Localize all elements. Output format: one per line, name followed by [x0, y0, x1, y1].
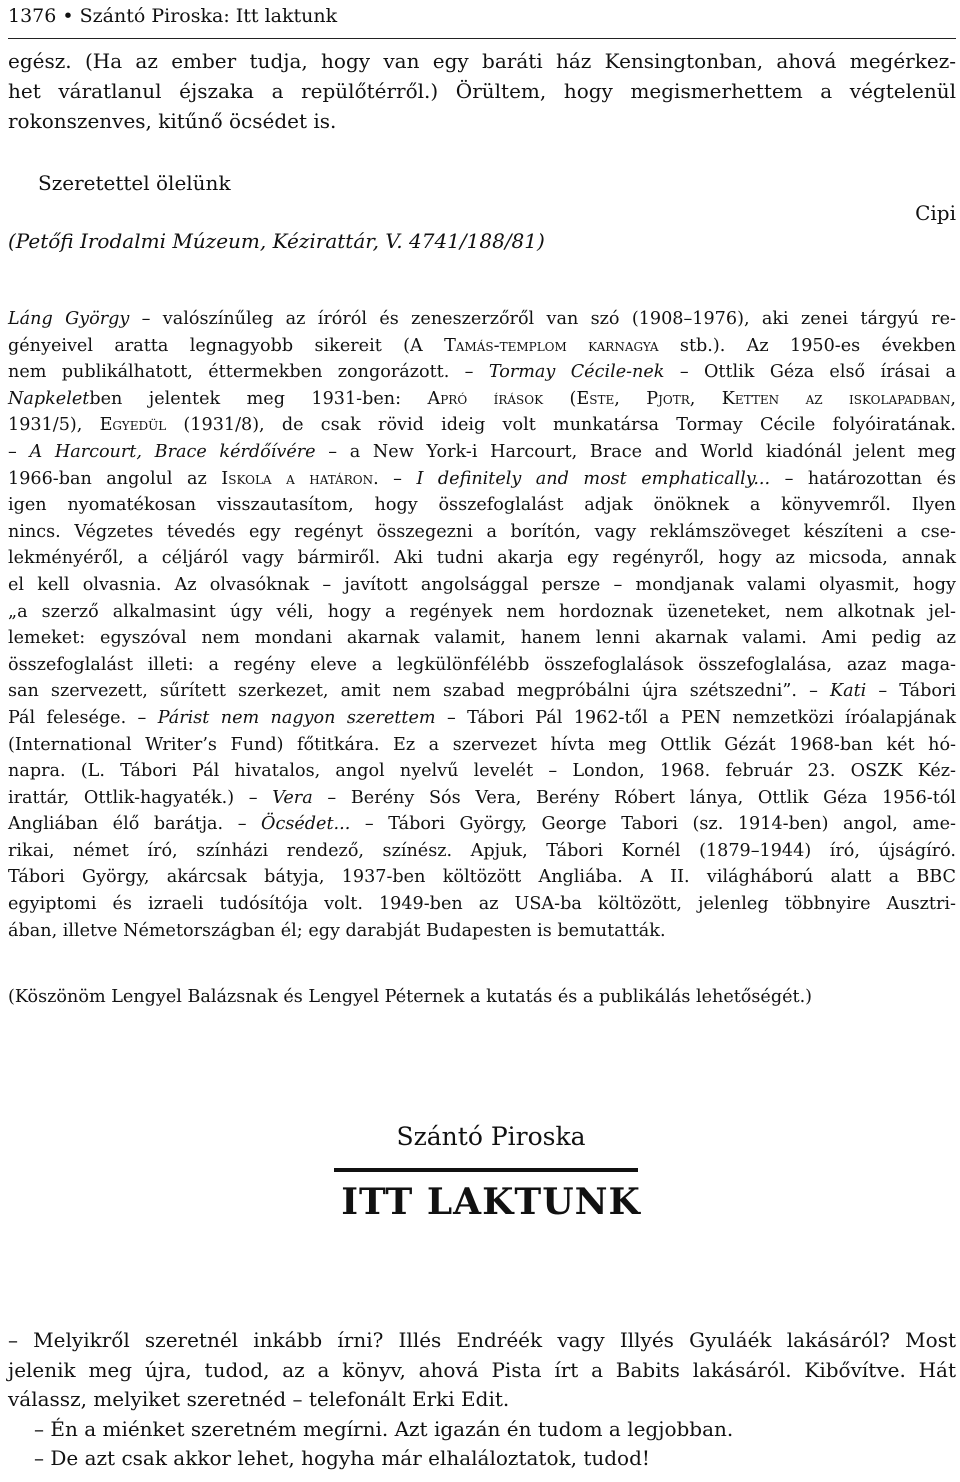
editorial-notes	[8, 306, 956, 944]
note-text: stb.). Az 1950-es években	[658, 335, 956, 356]
letter-body	[8, 46, 956, 136]
letter-line: rokonszenves, kitűnő öcsédet is.	[8, 109, 337, 133]
note-text: (	[543, 388, 577, 409]
note-line	[8, 306, 956, 333]
story-line: – De azt csak akkor lehet, hogyha már elhaláloztatok, tudod!	[34, 1446, 650, 1470]
note-line	[8, 333, 956, 360]
letter-signature: Cipi	[915, 201, 956, 225]
note-term: I definitely and most emphatically...	[416, 468, 771, 489]
note-text: ,	[950, 388, 956, 409]
note-text: nem publikálhatott, éttermekben zongorázott. –	[8, 362, 489, 383]
note-text: – Berény Sós Vera, Berény Róbert lánya, Ottlik Géza 1956-tól	[312, 787, 957, 808]
note-line	[8, 386, 956, 413]
letter-line: het váratlanul éjszaka a repülőtérről.) Örültem, hogy megismerhettem a végtelenül	[8, 79, 956, 103]
note-title: Iskola a határon	[221, 468, 374, 489]
note-line: igen nyomatékosan visszautasítom, hogy összefoglalást adjak önöknek a könyvemről. Ilyen	[8, 495, 956, 516]
note-line	[8, 466, 956, 493]
note-title: Apró írások	[427, 388, 544, 409]
note-line	[8, 439, 956, 466]
story-line: – Én a miénket szeretném megírni. Azt igazán én tudom a legjobban.	[34, 1416, 734, 1441]
note-term: Kati	[829, 681, 867, 702]
story-line: válassz, melyiket szeretnéd – telefonált Erki Edit.	[8, 1387, 510, 1411]
note-term: Láng György	[8, 309, 130, 329]
note-line: egyiptomi és izraeli tudósítója volt. 1949-ben az USA-ba költözött, jelenleg többnyire Ausztri-	[8, 894, 956, 915]
story-line: – Melyikről szeretnél inkább írni? Illés Endréék vagy Illyés Gyuláék lakásáról? Most	[8, 1328, 956, 1352]
note-term: A Harcourt, Brace kérdőívére	[29, 441, 316, 462]
note-text: – Tábori Pál 1962-től a PEN nemzetközi íróalapjának	[435, 707, 956, 728]
note-line: rikai, német író, színházi rendező, színész. Apjuk, Tábori Kornél (1879–1944) író, újságíró.	[8, 840, 956, 861]
note-line: el kell olvasnia. Az olvasóknak – javított angolsággal persze – mondjanak valami olyasmit, hogy	[8, 574, 956, 595]
note-text: – Tábori György, George Tabori (sz. 1914-ben) angol, ame-	[350, 814, 956, 835]
title-rule	[334, 1168, 638, 1172]
note-text: – a New York-i Harcourt, Brace and World kiadónál jelent meg	[315, 441, 956, 462]
note-line: „a szerző alkalmasint úgy véli, hogy a regények nem hordoznak üzeneteket, nem alkotnak jel-	[8, 601, 956, 622]
note-line	[8, 412, 956, 439]
story-body	[8, 1326, 956, 1474]
running-head: 1376 • Szántó Piroska: Itt laktunk	[8, 5, 338, 27]
note-text: ben jelentek meg 1931-ben:	[89, 388, 428, 409]
note-line	[8, 359, 956, 386]
note-text: – Ottlik Géza első írásai a	[664, 362, 956, 383]
note-line: összefoglalást illeti: a regény eleve a legkülönfélébb összefoglalások összefoglalása, azaz maga-	[8, 654, 956, 675]
story-line: jelenik meg újra, tudod, az a könyv, ahová Pista írt a Babits lakásáról. Kibővítve. Hát	[8, 1357, 956, 1382]
note-line: lemeket: egyszóval nem mondani akarnak valamit, hanem lenni akarnak valami. Ami pedig az	[8, 628, 956, 649]
note-line	[8, 678, 956, 705]
note-text: – valószínűleg az íróról és zeneszerzőről van szó (1908–1976), aki zenei tárgyú re-	[129, 309, 956, 329]
note-text: – Tábori	[866, 681, 956, 702]
note-line	[8, 811, 956, 838]
note-text: gényeivel aratta legnagyobb sikereit (A	[8, 335, 445, 356]
note-text: san szervezett, sűrített szerkezet, amit nem szabad megpróbálni újra szétszedni”. –	[8, 681, 830, 702]
letter-source: (Petőfi Irodalmi Múzeum, Kézirattár, V. 4741/188/81)	[8, 229, 545, 253]
letter-signoff: Szeretettel ölelünk	[38, 171, 231, 195]
note-text: (1931/8), de csak rövid ideig volt munkatársa Tormay Cécile folyóiratának.	[166, 415, 956, 436]
note-text: Angliában élő barátja. –	[8, 814, 262, 835]
article-title: ITT LAKTUNK	[341, 1181, 641, 1223]
note-text: . –	[373, 468, 417, 489]
note-term: Tormay Cécile-nek	[488, 362, 665, 383]
note-text: Pál felesége. –	[8, 707, 158, 728]
note-text: –	[8, 441, 30, 462]
note-line: Tábori György, akárcsak bátyja, 1937-ben költözött Angliába. A II. világháború alatt a BBC	[8, 867, 956, 888]
note-line: napra. (L. Tábori Pál hivatalos, angol nyelvű levelét – London, 1968. február 23. OSZK Kéz-	[8, 761, 956, 782]
note-line	[8, 705, 956, 732]
author-name: Szántó Piroska	[396, 1122, 586, 1151]
note-text: – határozottan és	[770, 468, 956, 489]
letter-line: egész. (Ha az ember tudja, hogy van egy baráti ház Kensingtonban, ahová megérkez-	[8, 49, 956, 73]
note-term: Napkelet	[8, 388, 90, 409]
note-line: nincs. Végzetes tévedés egy regényt összegezni a borítón, vagy reklámszöveget készíteni a cse-	[8, 521, 956, 542]
note-term: Öcsédet...	[261, 814, 351, 835]
note-text: 1931/5),	[8, 415, 100, 436]
header-rule	[8, 38, 956, 39]
note-line: (International Writer’s Fund) főtitkára. Ez a szervezet hívta meg Ottlik Gézát 1968-ban két hó-	[8, 734, 956, 755]
note-text: 1966-ban angolul az	[8, 468, 222, 489]
acknowledgement: (Köszönöm Lengyel Balázsnak és Lengyel Péternek a kutatás és a publikálás lehetőségét.)	[8, 987, 813, 1007]
note-title: Egyedül	[99, 415, 167, 436]
note-term: Vera	[272, 787, 313, 808]
note-line: lekményéről, a céljáról vagy bármiről. Aki tudni akarja egy regényről, hogy az micsoda, annak	[8, 548, 956, 569]
note-title: Tamás-templom karnagya	[444, 335, 659, 356]
note-title: Este, Pjotr, Ketten az iskolapadban	[576, 388, 951, 409]
note-line: ában, illetve Németországban él; egy darabját Budapesten is bemutatták.	[8, 920, 666, 941]
note-line	[8, 785, 956, 812]
note-term: Párist nem nagyon szerettem	[157, 707, 436, 728]
note-text: irattár, Ottlik-hagyaték.) –	[8, 787, 273, 808]
